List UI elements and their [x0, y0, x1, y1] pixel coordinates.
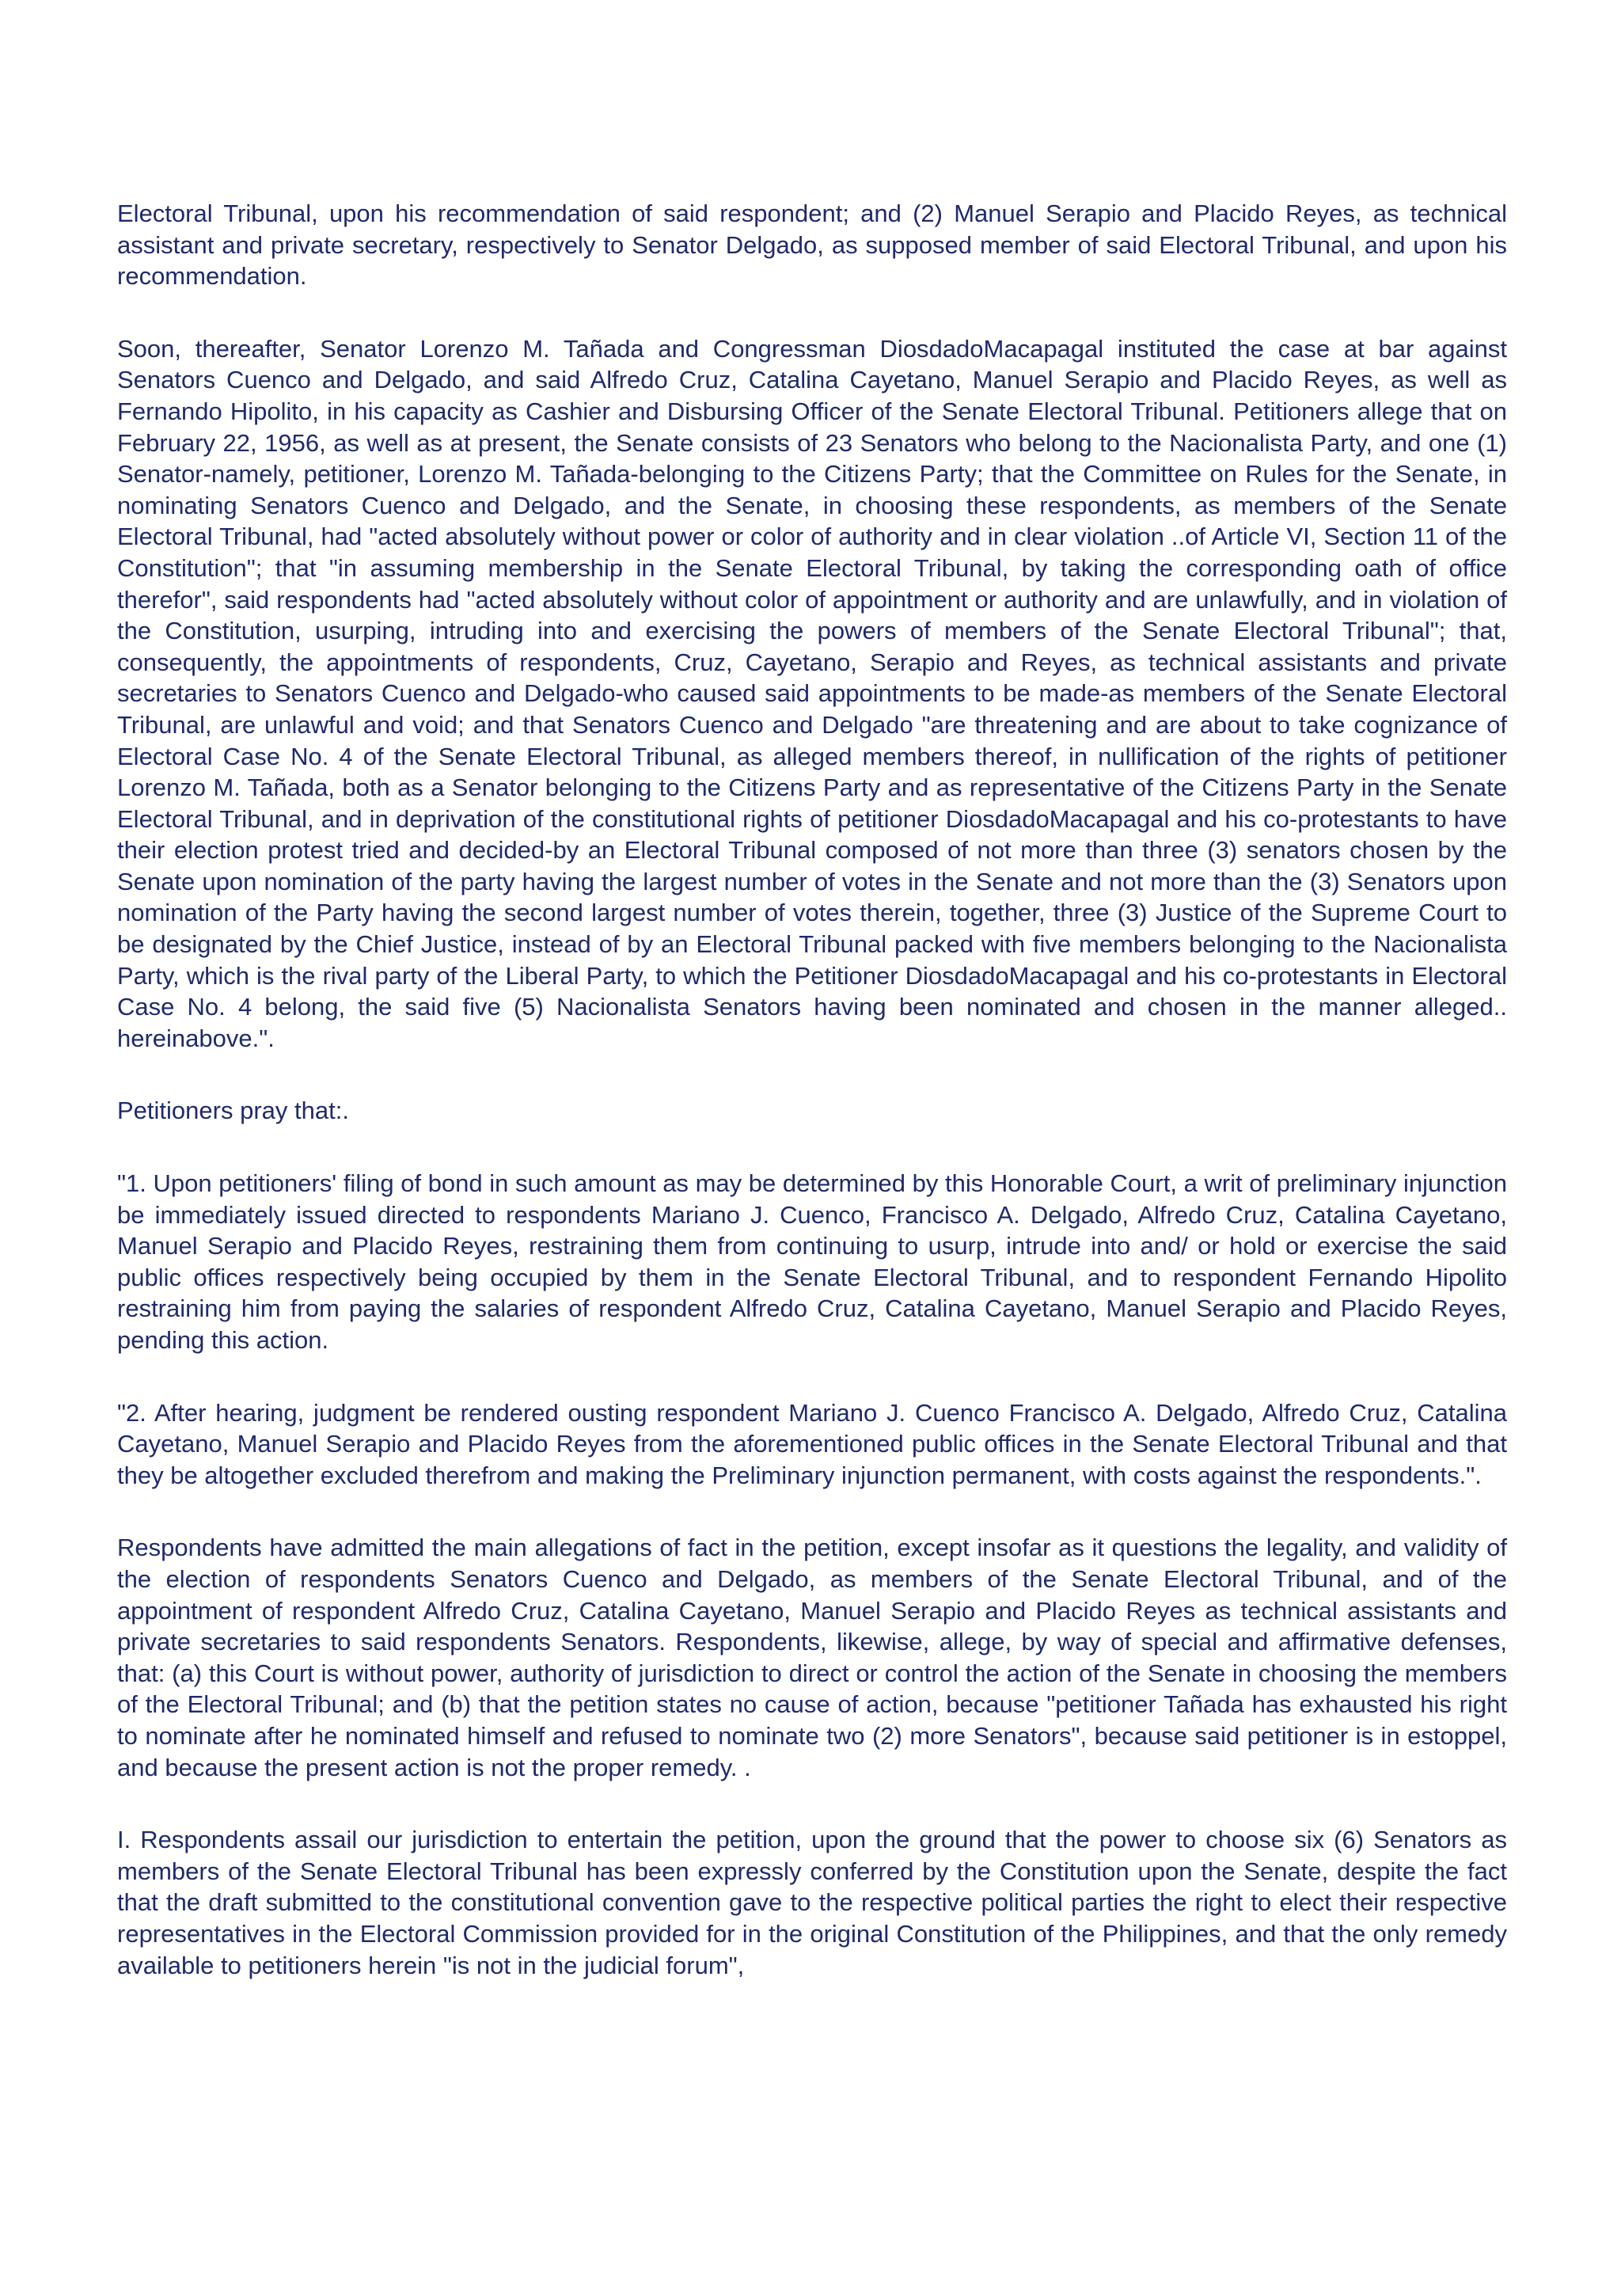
paragraph-4: "1. Upon petitioners' filing of bond in such amount as may be determined by this Honorable Court, a writ of preliminary injunction be immediately issued directed to respondents Mariano J. Cuenco, Francisco A. Delgado, Alfredo Cruz, Catalina Cayetano, Manuel Serapio and Placido Reyes, restraining them from continuing to usurp, intrude into and/ or hold or exercise the said public offices respectively being occupied by them in the Senate Electoral Tribunal, and to respondent Fernando Hipolito restraining him from paying the salaries of respondent Alfredo Cruz, Catalina Cayetano, Manuel Serapio and Placido Reyes, pending this action.	[117, 1169, 1507, 1354]
document-page	[117, 198, 1507, 1981]
paragraph-1: Electoral Tribunal, upon his recommendation of said respondent; and (2) Manuel Serapio and Placido Reyes, as technical assistant and private secretary, respectively to Senator Delgado, as supposed member of said Electoral Tribunal, and upon his recommendation.	[117, 200, 1507, 291]
paragraph-7: I. Respondents assail our jurisdiction to entertain the petition, upon the ground that the power to choose six (6) Senators as members of the Senate Electoral Tribunal has been expressly conferred by the Constitution upon the Senate, despite the fact that the draft submitted to the constitutional convention gave to the respective political parties the right to elect their respective representatives in the Electoral Commission provided for in the original Constitution of the Philippines, and that the only remedy available to petitioners herein "is not in the judicial forum",	[117, 1826, 1507, 1979]
paragraph-6: Respondents have admitted the main allegations of fact in the petition, except insofar as it questions the legality, and validity of the election of respondents Senators Cuenco and Delgado, as members of the Senate Electoral Tribunal, and of the appointment of respondent Alfredo Cruz, Catalina Cayetano, Manuel Serapio and Placido Reyes as technical assistants and private secretaries to said respondents Senators. Respondents, likewise, allege, by way of special and affirmative defenses, that: (a) this Court is without power, authority of jurisdiction to direct or control the action of the Senate in choosing the members of the Electoral Tribunal; and (b) that the petition states no cause of action, because "petitioner Tañada has exhausted his right to nominate after he nominated himself and refused to nominate two (2) more Senators", because said petitioner is in estoppel, and because the present action is not the proper remedy. .	[117, 1534, 1507, 1781]
paragraph-3: Petitioners pray that:.	[117, 1097, 349, 1125]
paragraph-5: "2. After hearing, judgment be rendered ousting respondent Mariano J. Cuenco Francisco A. Delgado, Alfredo Cruz, Catalina Cayetano, Manuel Serapio and Placido Reyes from the aforementioned public offices in the Senate Electoral Tribunal and that they be altogether excluded therefrom and making the Preliminary injunction permanent, with costs against the respondents.".	[117, 1398, 1507, 1489]
paragraph-2: Soon, thereafter, Senator Lorenzo M. Tañada and Congressman DiosdadoMacapagal instituted the case at bar against Senators Cuenco and Delgado, and said Alfredo Cruz, Catalina Cayetano, Manuel Serapio and Placido Reyes, as well as Fernando Hipolito, in his capacity as Cashier and Disbursing Officer of the Senate Electoral Tribunal. Petitioners allege that on February 22, 1956, as well as at present, the Senate consists of 23 Senators who belong to the Nacionalista Party, and one (1) Senator-namely, petitioner, Lorenzo M. Tañada-belonging to the Citizens Party; that the Committee on Rules for the Senate, in nominating Senators Cuenco and Delgado, and the Senate, in choosing these respondents, as members of the Senate Electoral Tribunal, had "acted absolutely without power or color of authority and in clear violation ..of Article VI, Section 11 of the Constitution"; that "in assuming membership in the Senate Electoral Tribunal, by taking the corresponding oath of office therefor", said respondents had "acted absolutely without color of appointment or authority and are unlawfully, and in violation of the Constitution, usurping, intruding into and exercising the powers of members of the Senate Electoral Tribunal"; that, consequently, the appointments of respondents, Cruz, Cayetano, Serapio and Reyes, as technical assistants and private secretaries to Senators Cuenco and Delgado-who caused said appointments to be made-as members of the Senate Electoral Tribunal, are unlawful and void; and that Senators Cuenco and Delgado "are threatening and are about to take cognizance of Electoral Case No. 4 of the Senate Electoral Tribunal, as alleged members thereof, in nullification of the rights of petitioner Lorenzo M. Tañada, both as a Senator belonging to the Citizens Party and as representative of the Citizens Party in the Senate Electoral Tribunal, and in deprivation of the constitutional rights of petitioner DiosdadoMacapagal and his co-protestants to have their election protest tried and decided-by an Electoral Tribunal composed of not more than three (3) senators chosen by the Senate upon nomination of the party having the largest number of votes in the Senate and not more than the (3) Senators upon nomination of the Party having the second largest number of votes therein, together, three (3) Justice of the Supreme Court to be designated by the Chief Justice, instead of by an Electoral Tribunal packed with five members belonging to the Nacionalista Party, which is the rival party of the Liberal Party, to which the Petitioner DiosdadoMacapagal and his co-protestants in Electoral Case No. 4 belong, the said five (5) Nacionalista Senators having been nominated and chosen in the manner alleged.. hereinabove.".	[117, 334, 1507, 1052]
